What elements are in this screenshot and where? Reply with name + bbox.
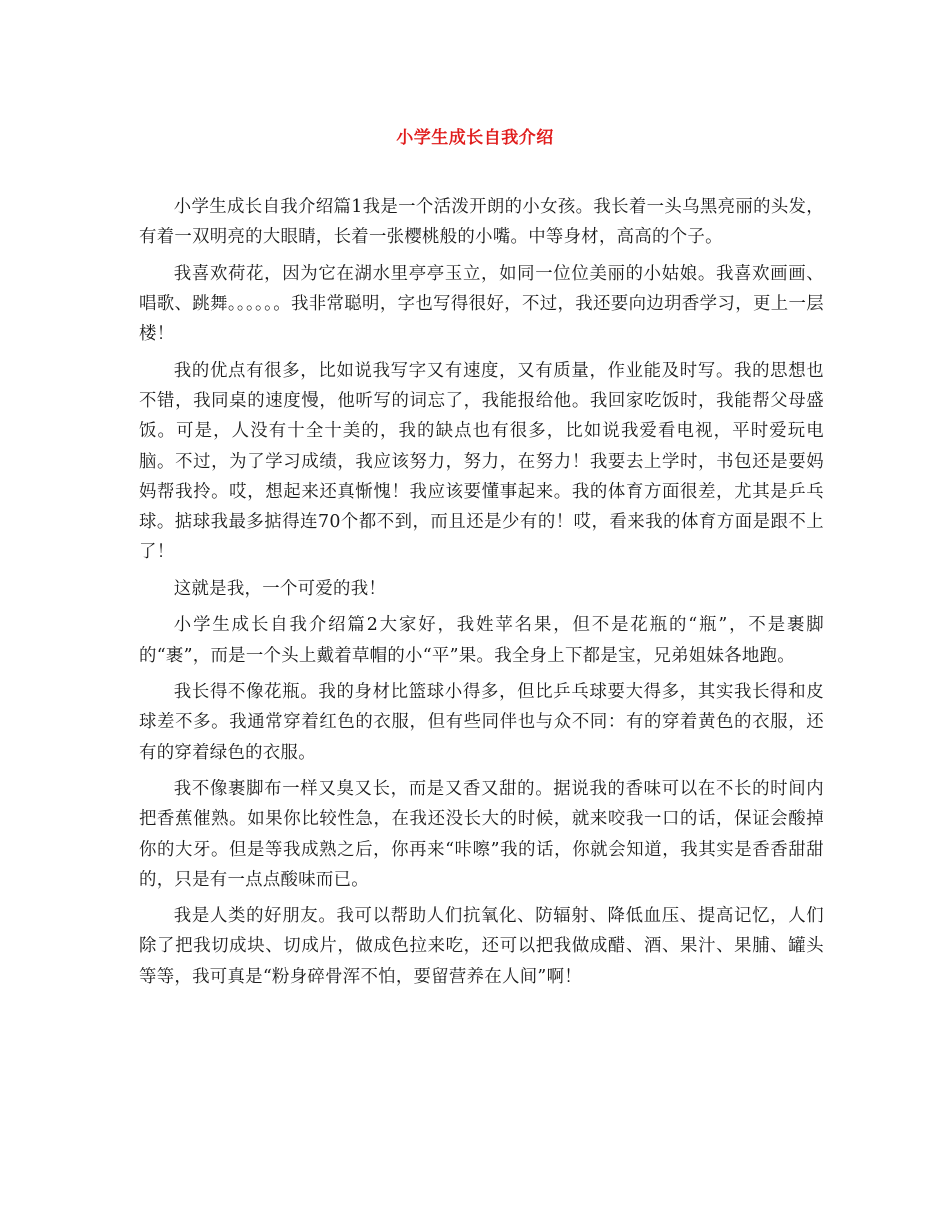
paragraph: 小学生成长自我介绍篇2大家好，我姓苹名果，但不是花瓶的“瓶”，不是裹脚的“裹”，而是一个头上戴着草帽的小“平”果。我全身上下都是宝，兄弟姐妹各地跑。 [139, 615, 824, 666]
paragraph: 我是人类的好朋友。我可以帮助人们抗氧化、防辐射、降低血压、提高记忆，人们除了把我切成块、切成片，做成色拉来吃，还可以把我做成醋、酒、果汁、果脯、罐头等等，我可真是“粉身碎骨浑不怕，要留营养在人间”啊！ [139, 906, 824, 987]
paragraph: 我不像裹脚布一样又臭又长，而是又香又甜的。据说我的香味可以在不长的时间内把香蕉催熟。如果你比较性急，在我还没长大的时候，就来咬我一口的话，保证会酸掉你的大牙。但是等我成熟之后，你再来“咔嚓”我的话，你就会知道，我其实是香香甜甜的，只是有一点点酸味而已。 [139, 778, 824, 890]
document-body [139, 192, 824, 998]
document-title: 小学生成长自我介绍 [396, 128, 554, 148]
paragraph: 我喜欢荷花，因为它在湖水里亭亭玉立，如同一位位美丽的小姑娘。我喜欢画画、唱歌、跳舞。。。。。。我非常聪明，字也写得很好，不过，我还要向边玥香学习，更上一层楼！ [139, 263, 824, 345]
paragraph: 这就是我，一个可爱的我！ [173, 578, 387, 599]
paragraph: 小学生成长自我介绍篇1我是一个活泼开朗的小女孩。我长着一头乌黑亮丽的头发，有着一双明亮的大眼睛，长着一张樱桃般的小嘴。中等身材，高高的个子。 [139, 197, 824, 248]
paragraph: 我的优点有很多，比如说我写字又有速度，又有质量，作业能及时写。我的思想也不错，我同桌的速度慢，他听写的词忘了，我能报给他。我回家吃饭时，我能帮父母盛饭。可是，人没有十全十美的，我的缺点也有很多，比如说我爱看电视，平时爱玩电脑。不过，为了学习成绩，我应该努力，努力，在努力！我要去上学时，书包还是要妈妈帮我拎。哎，想起来还真惭愧！我应该要懂事起来。我的体育方面很差，尤其是乒乓球。掂球我最多掂得连70个都不到，而且还是少有的！哎，看来我的体育方面是跟不上了！ [139, 360, 824, 563]
paragraph: 我长得不像花瓶。我的身材比篮球小得多，但比乒乓球要大得多，其实我长得和皮球差不多。我通常穿着红色的衣服，但有些同伴也与众不同：有的穿着黄色的衣服，还有的穿着绿色的衣服。 [139, 681, 824, 763]
